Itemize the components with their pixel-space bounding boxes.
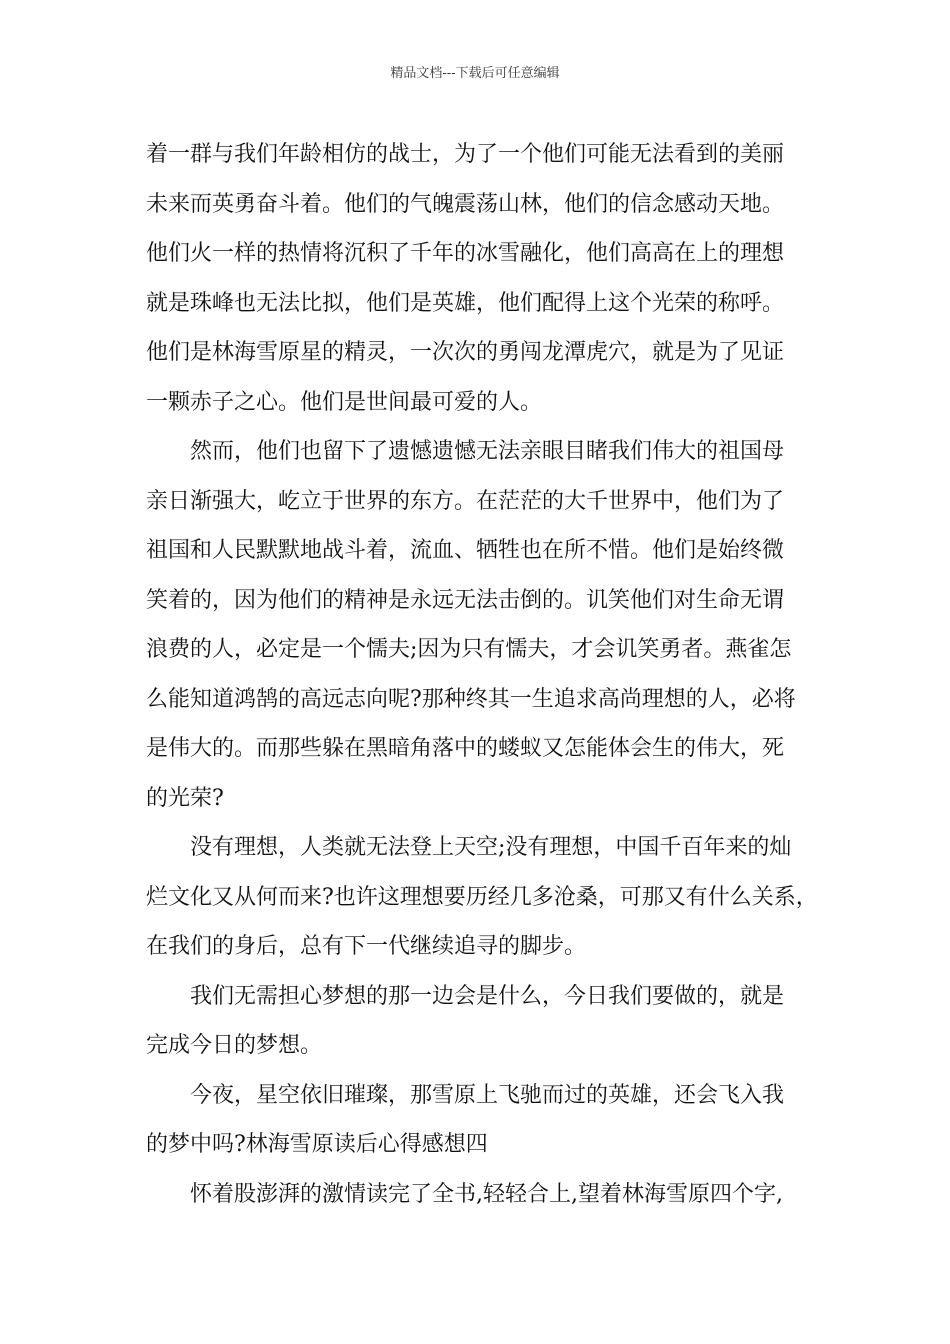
paragraph-start-line: 怀着股澎湃的激情读完了全书,轻轻合上,望着林海雪原四个字,	[190, 1181, 783, 1207]
text-line: 祖国和人民默默地战斗着，流血、牺牲也在所不惜。他们是始终微	[146, 538, 785, 563]
text-line: 在我们的身后，总有下一代继续追寻的脚步。	[146, 934, 587, 959]
document-body	[146, 130, 816, 1219]
text-line: 一颗赤子之心。他们是世间最可爱的人。	[146, 389, 543, 415]
text-line: 是伟大的。而那些躲在黑暗角落中的蝼蚁又怎能体会生的伟大，死	[146, 736, 785, 761]
text-line: 的梦中吗?林海雪原读后心得感想四	[146, 1132, 488, 1157]
text-line: 他们是林海雪原星的精灵，一次次的勇闯龙潭虎穴，就是为了见证	[146, 340, 785, 365]
page-header: 精品文档---下载后可任意编辑	[390, 66, 560, 81]
text-line: 着一群与我们年龄相仿的战士，为了一个他们可能无法看到的美丽	[146, 142, 785, 167]
paragraph-start-line: 然而，他们也留下了遗憾遗憾无法亲眼目睹我们伟大的祖国母	[190, 439, 785, 464]
text-line: 笑着的，因为他们的精神是永远无法击倒的。讥笑他们对生命无谓	[146, 587, 785, 613]
text-line: 他们火一样的热情将沉积了千年的冰雪融化，他们高高在上的理想	[146, 241, 785, 266]
text-line: 烂文化又从何而来?也许这理想要历经几多沧桑，可那又有什么关系，	[146, 884, 818, 910]
text-line: 的光荣?	[146, 785, 224, 811]
text-line: 么能知道鸿鹄的高远志向呢?那种终其一生追求高尚理想的人，必将	[146, 686, 796, 712]
paragraph-start-line: 我们无需担心梦想的那一边会是什么，今日我们要做的，就是	[190, 983, 785, 1009]
text-line: 浪费的人，必定是一个懦夫;因为只有懦夫，才会讥笑勇者。燕雀怎	[146, 637, 792, 662]
text-line: 完成今日的梦想。	[146, 1033, 323, 1058]
paragraph-start-line: 今夜，星空依旧璀璨，那雪原上飞驰而过的英雄，还会飞入我	[190, 1082, 785, 1108]
paragraph-start-line: 没有理想，人类就无法登上天空;没有理想，中国千百年来的灿	[190, 835, 792, 860]
text-line: 亲日渐强大，屹立于世界的东方。在茫茫的大千世界中，他们为了	[146, 488, 785, 514]
text-line: 未来而英勇奋斗着。他们的气魄震荡山林，他们的信念感动天地。	[146, 191, 785, 217]
text-line: 就是珠峰也无法比拟，他们是英雄，他们配得上这个光荣的称呼。	[146, 290, 785, 316]
